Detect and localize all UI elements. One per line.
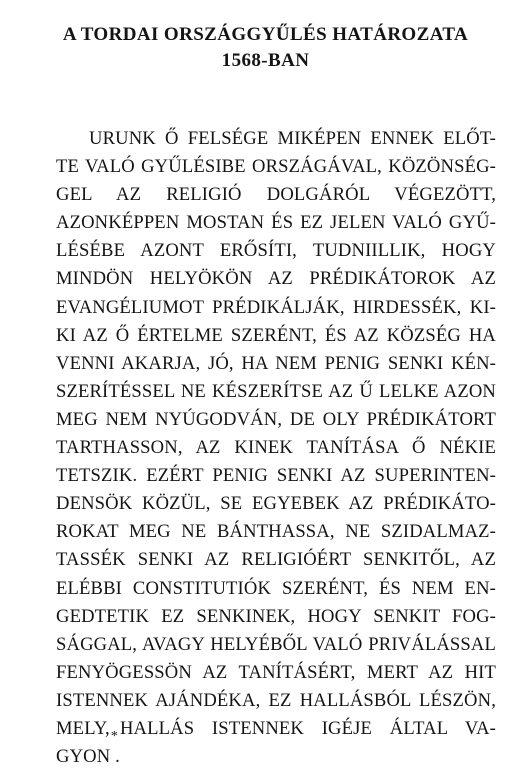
text-line: MINDÖN HELYÖKÖN AZ PRÉDIKÁTOROK AZ <box>56 268 496 290</box>
text-line: GEDTETIK EZ SENKINEK, HOGY SENKIT FOG- <box>56 605 496 627</box>
text-line: KI AZ Ő ÉRTELME SZERÉNT, ÉS AZ KÖZSÉG HA <box>56 324 496 346</box>
text-line <box>56 715 496 743</box>
text-line: DENSÖK KÖZÜL, SE EGYEBEK AZ PRÉDIKÁTO- <box>56 493 496 515</box>
text-line: AZONKÉPPEN MOSTAN ÉS EZ JELEN VALÓ GYŰ- <box>56 212 496 234</box>
text-segment: MELY, <box>56 717 110 739</box>
decree-text <box>56 125 496 771</box>
text-line: EVANGÉLIUMOT PRÉDIKÁLJÁK, HIRDESSÉK, KI- <box>56 296 496 318</box>
text-segment: HALLÁS ISTENNEK IGÉJE ÁLTAL VA- <box>119 717 496 739</box>
text-line: ROKAT MEG NE BÁNTHASSA, NE SZIDALMAZ- <box>56 521 496 543</box>
text-line: TASSÉK SENKI AZ RELIGIÓÉRT SENKITŐL, AZ <box>56 549 496 571</box>
text-line: URUNK Ő FELSÉGE MIKÉPEN ENNEK ELŐT- <box>89 128 496 149</box>
text-line: SZERÍTÉSSEL NE KÉSZERÍTSE AZ Ű LELKE AZON <box>56 380 496 402</box>
text-line: TE VALÓ GYŰLÉSIBE ORSZÁGÁVAL, KÖZÖNSÉG- <box>56 156 496 178</box>
text-line: LÉSÉBE AZONT ERŐSÍTI, TUDNIILLIK, HOGY <box>56 240 496 262</box>
text-line: VENNI AKARJA, JÓ, HA NEM PENIG SENKI KÉN- <box>56 352 496 374</box>
document-title: A TORDAI ORSZÁGGYŰLÉS HATÁROZATA <box>62 24 469 45</box>
text-line: FENYÖGESSÖN AZ TANÍTÁSÉRT, MERT AZ HIT <box>56 661 496 683</box>
text-line: ISTENNEK AJÁNDÉKA, EZ HALLÁSBÓL LÉSZÖN, <box>56 689 496 711</box>
text-line-last: GYON . <box>56 746 120 768</box>
text-line: SÁGGAL, AVAGY HELYÉBŐL VALÓ PRIVÁLÁSSAL <box>56 633 496 655</box>
text-line: TETSZIK. EZÉRT PENIG SENKI AZ SUPERINTEN- <box>56 465 496 487</box>
text-line: TARTHASSON, AZ KINEK TANÍTÁSA Ő NÉKIE <box>56 437 496 459</box>
text-line: ELÉBBI CONSTITUTIÓK SZERÉNT, ÉS NEM EN- <box>56 577 496 599</box>
document-subtitle-year: 1568-BAN <box>221 50 310 71</box>
text-line: GEL AZ RELIGIÓ DOLGÁRÓL VÉGEZÖTT, <box>56 184 496 206</box>
text-line: MEG NEM NYÚGODVÁN, DE OLY PRÉDIKÁTORT <box>56 408 496 430</box>
footnote-marker: * <box>110 728 118 744</box>
